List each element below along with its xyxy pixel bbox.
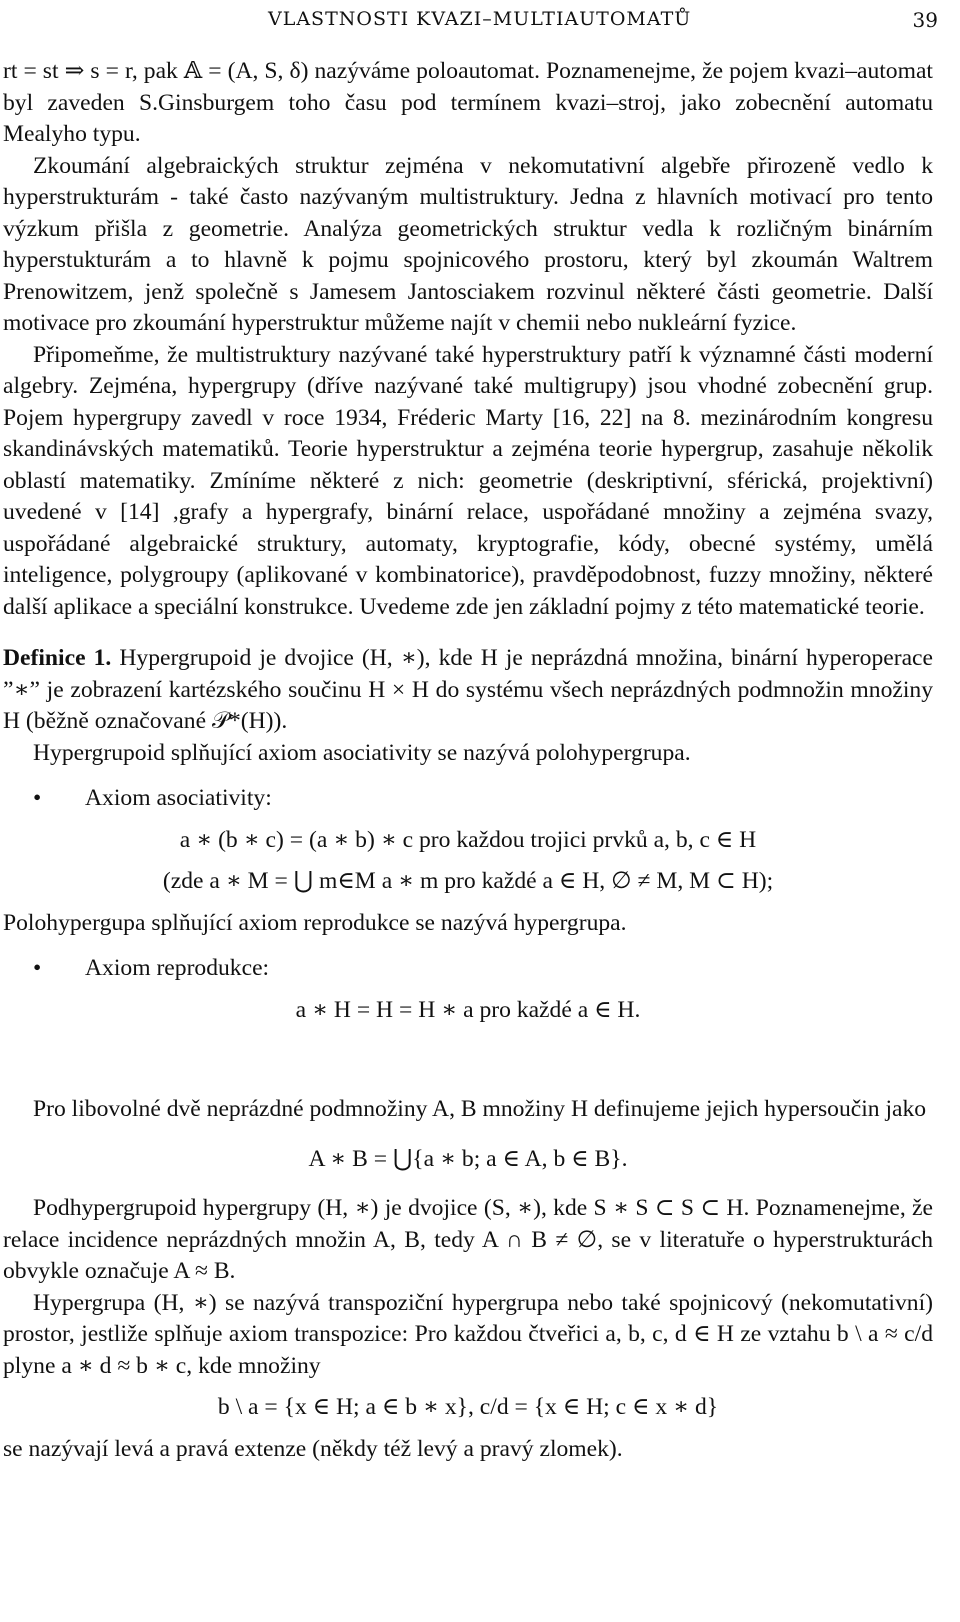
- bullet-text: Axiom asociativity:: [85, 785, 272, 811]
- equation: (zde a ∗ M = ⋃ m∈M a ∗ m pro každé a ∈ H, ∅ ≠ M, M ⊂ H);: [162, 868, 774, 894]
- equation: A ∗ B = ⋃{a ∗ b; a ∈ A, b ∈ B}.: [308, 1145, 628, 1172]
- spacer: [3, 1036, 933, 1094]
- bullet-icon: •: [33, 785, 42, 811]
- paragraph: Zkoumání algebraických struktur zejména v nekomutativní algebře přirozeně vedlo k hyperstrukturám - také často nazývaným multistruktury. Jedna z hlavních motivací pro tento výzkum přišla z geometrie. Analýza geometrických struktur vedla k rozličným binárním hyperstukturám a to hlavně k pojmu spojnicového prostoru, který byl zkoumán Waltrem Prenowitzem, jenž společně s Jamesem Jantosciakem rozvinul některé části geometrie. Další motivace pro zkoumání hyperstruktur můžeme najít v chemii nebo nukleární fyzice.: [3, 152, 933, 336]
- paragraph: se nazývají levá a pravá extenze (někdy též levý a pravý zlomek).: [3, 1435, 623, 1462]
- page-header: [0, 8, 960, 38]
- paragraph: Hypergrupoid splňující axiom asociativity se nazývá polohypergrupa.: [33, 739, 691, 766]
- paragraph: Pro libovolné dvě neprázdné podmnožiny A, B množiny H definujeme jejich hypersoučin jako: [33, 1096, 927, 1122]
- paragraph: Hypergrupa (H, ∗) se nazývá transpoziční hypergrupa nebo také spojnicový (nekomutativní) prostor, jestliže splňuje axiom transpozice: Pro každou čtveřici a, b, c, d ∈ H ze vztahu b \ a ≈ c/d plyne a ∗ d ≈ b ∗ c, kde množiny: [3, 1289, 933, 1379]
- running-title: VLASTNOSTI KVAZI–MULTIAUTOMATŮ: [268, 8, 692, 30]
- paragraph: Připomeňme, že multistruktury nazývané také hyperstruktury patří k významné části moderní algebry. Zejména, hypergrupy (dříve nazývané také multigrupy) jsou vhodné zobecnění grup. Pojem hypergrupy zavedl v roce 1934, Fréderic Marty [16, 22] na 8. mezinárodním kongresu skandinávských matematiků. Teorie hyperstruktur a zejména teorie hypergrup, zasahuje několik oblastí matematiky. Zmíníme některé z nich: geometrie (deskriptivní, sférická, projektivní) uvedené v [14] ,grafy a hypergrafy, binární relace, uspořádané množiny a zejména svazy, uspořádané algebraické struktury, automaty, kryptografie, kódy, obecné systémy, umělá inteligence, polygroupy (aplikované v kombinatorice), pravděpodobnost, fuzzy množiny, některé další aplikace a speciální konstrukce. Uvedeme zde jen základní pojmy z této matematické teorie.: [3, 341, 933, 620]
- bullet-icon: •: [33, 955, 42, 981]
- equation: b \ a = {x ∈ H; a ∈ b ∗ x}, c/d = {x ∈ H; c ∈ x ∗ d}: [217, 1394, 719, 1420]
- definition: [3, 643, 933, 738]
- paragraph: Podhypergrupoid hypergrupy (H, ∗) je dvojice (S, ∗), kde S ∗ S ⊂ S ⊂ H. Poznamenejme, že relace incidence neprázdných množin A, B, tedy A ∩ B ≠ ∅, se v literatuře o hyperstrukturách obvykle označuje A ≈ B.: [3, 1195, 933, 1284]
- equation: a ∗ (b ∗ c) = (a ∗ b) ∗ c pro každou trojici prvků a, b, c ∈ H: [179, 826, 757, 853]
- paragraph: rt = st ⇒ s = r, pak 𝔸 = (A, S, δ) nazýváme poloautomat. Poznamenejme, že pojem kvazi–automat byl zaveden S.Ginsburgem toho času pod termínem kvazi–stroj, jako zobecnění automatu Mealyho typu.: [3, 58, 933, 147]
- paragraph: Polohypergupa splňující axiom reprodukce se nazývá hypergrupa.: [3, 909, 627, 936]
- bullet-item: [33, 953, 933, 985]
- bullet-item: [33, 783, 933, 815]
- definition-text: Hypergrupoid je dvojice (H, ∗), kde H je neprázdná množina, binární hyperoperace ”∗” je zobrazení kartézského součinu H × H do systému všech neprázdných podmnožin množiny H (běžně označované 𝒫*(H)).: [3, 645, 934, 734]
- page-body: [3, 56, 933, 1465]
- bullet-text: Axiom reprodukce:: [85, 955, 270, 981]
- equation: a ∗ H = H = H ∗ a pro každé a ∈ H.: [295, 996, 641, 1023]
- definition-label: Definice 1.: [3, 645, 112, 671]
- page-number: 39: [912, 8, 938, 32]
